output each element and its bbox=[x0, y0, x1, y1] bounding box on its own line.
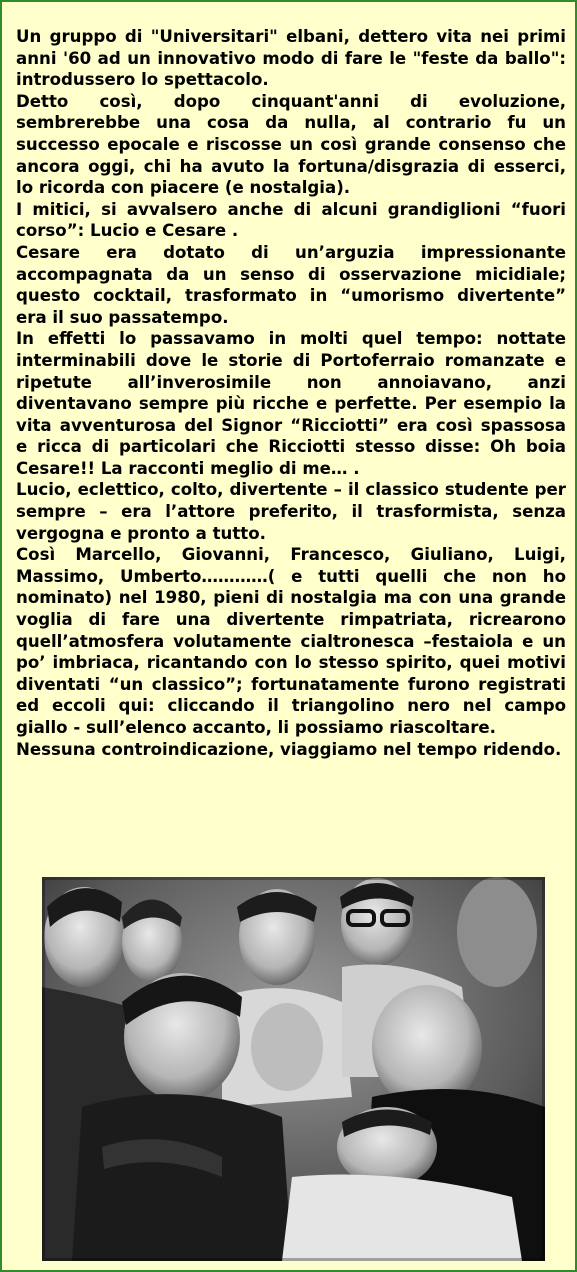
paragraph-success: Detto così, dopo cinquant'anni di evoluzione, sembrerebbe una cosa da nulla, al contrario fu un successo epocale e riscosse un così grande consenso che ancora oggi, chi ha avuto la fortuna/disgrazia di esserci, lo ricorda con piacere (e nostalgia). bbox=[16, 91, 566, 198]
paragraph-lucio: Lucio, eclettico, colto, divertente – il classico studente per sempre – era l’attore preferito, il trasformista, senza vergogna e pronto a tutto. bbox=[16, 480, 566, 543]
paragraph-rimpatriata: Così Marcello, Giovanni, Francesco, Giuliano, Luigi, Massimo, Umberto…………( e tutti quelli che non ho nominato) nel 1980, pieni di nostalgia ma con una grande voglia di fare una divertente rimpatriata, ricrearono quell’atmosfera volutamente cialtronesca –festaiola e un po’ imbriaca, ricantando con lo stesso spirito, quei motivi diventati “un classico”; fortunatamente furono registrati ed eccoli qui: cliccando il triangolino nero nel campo giallo - sull’elenco accanto, li possiamo riascoltare. bbox=[16, 545, 566, 737]
paragraph-mitici: I mitici, si avvalsero anche di alcuni grandiglioni “fuori corso”: Lucio e Cesare . bbox=[16, 199, 566, 241]
paragraph-cesare: Cesare era dotato di un’arguzia impressionante accompagnata da un senso di osservazione micidiale; questo cocktail, trasformato in “umorismo divertente” era il suo passatempo. bbox=[16, 242, 566, 327]
group-photo bbox=[42, 877, 545, 1261]
paragraph-nottate: In effetti lo passavamo in molti quel tempo: nottate interminabili dove le storie di Portoferraio romanzate e ripetute all’inverosimile non annoiavano, anzi diventavano sempre più ricche e perfette. Per esempio la vita avventurosa del Signor “Ricciotti” era così spassosa e ricca di particolari che Ricciotti stesso disse: Oh boia Cesare!! La racconti meglio di me… . bbox=[16, 329, 566, 478]
story-text bbox=[16, 26, 566, 760]
paragraph-intro: Un gruppo di "Universitari" elbani, dettero vita nei primi anni '60 ad un innovativo modo di fare le "feste da ballo": introdussero lo spettacolo. bbox=[16, 27, 566, 90]
paragraph-closing: Nessuna controindicazione, viaggiamo nel tempo ridendo. bbox=[16, 739, 562, 759]
